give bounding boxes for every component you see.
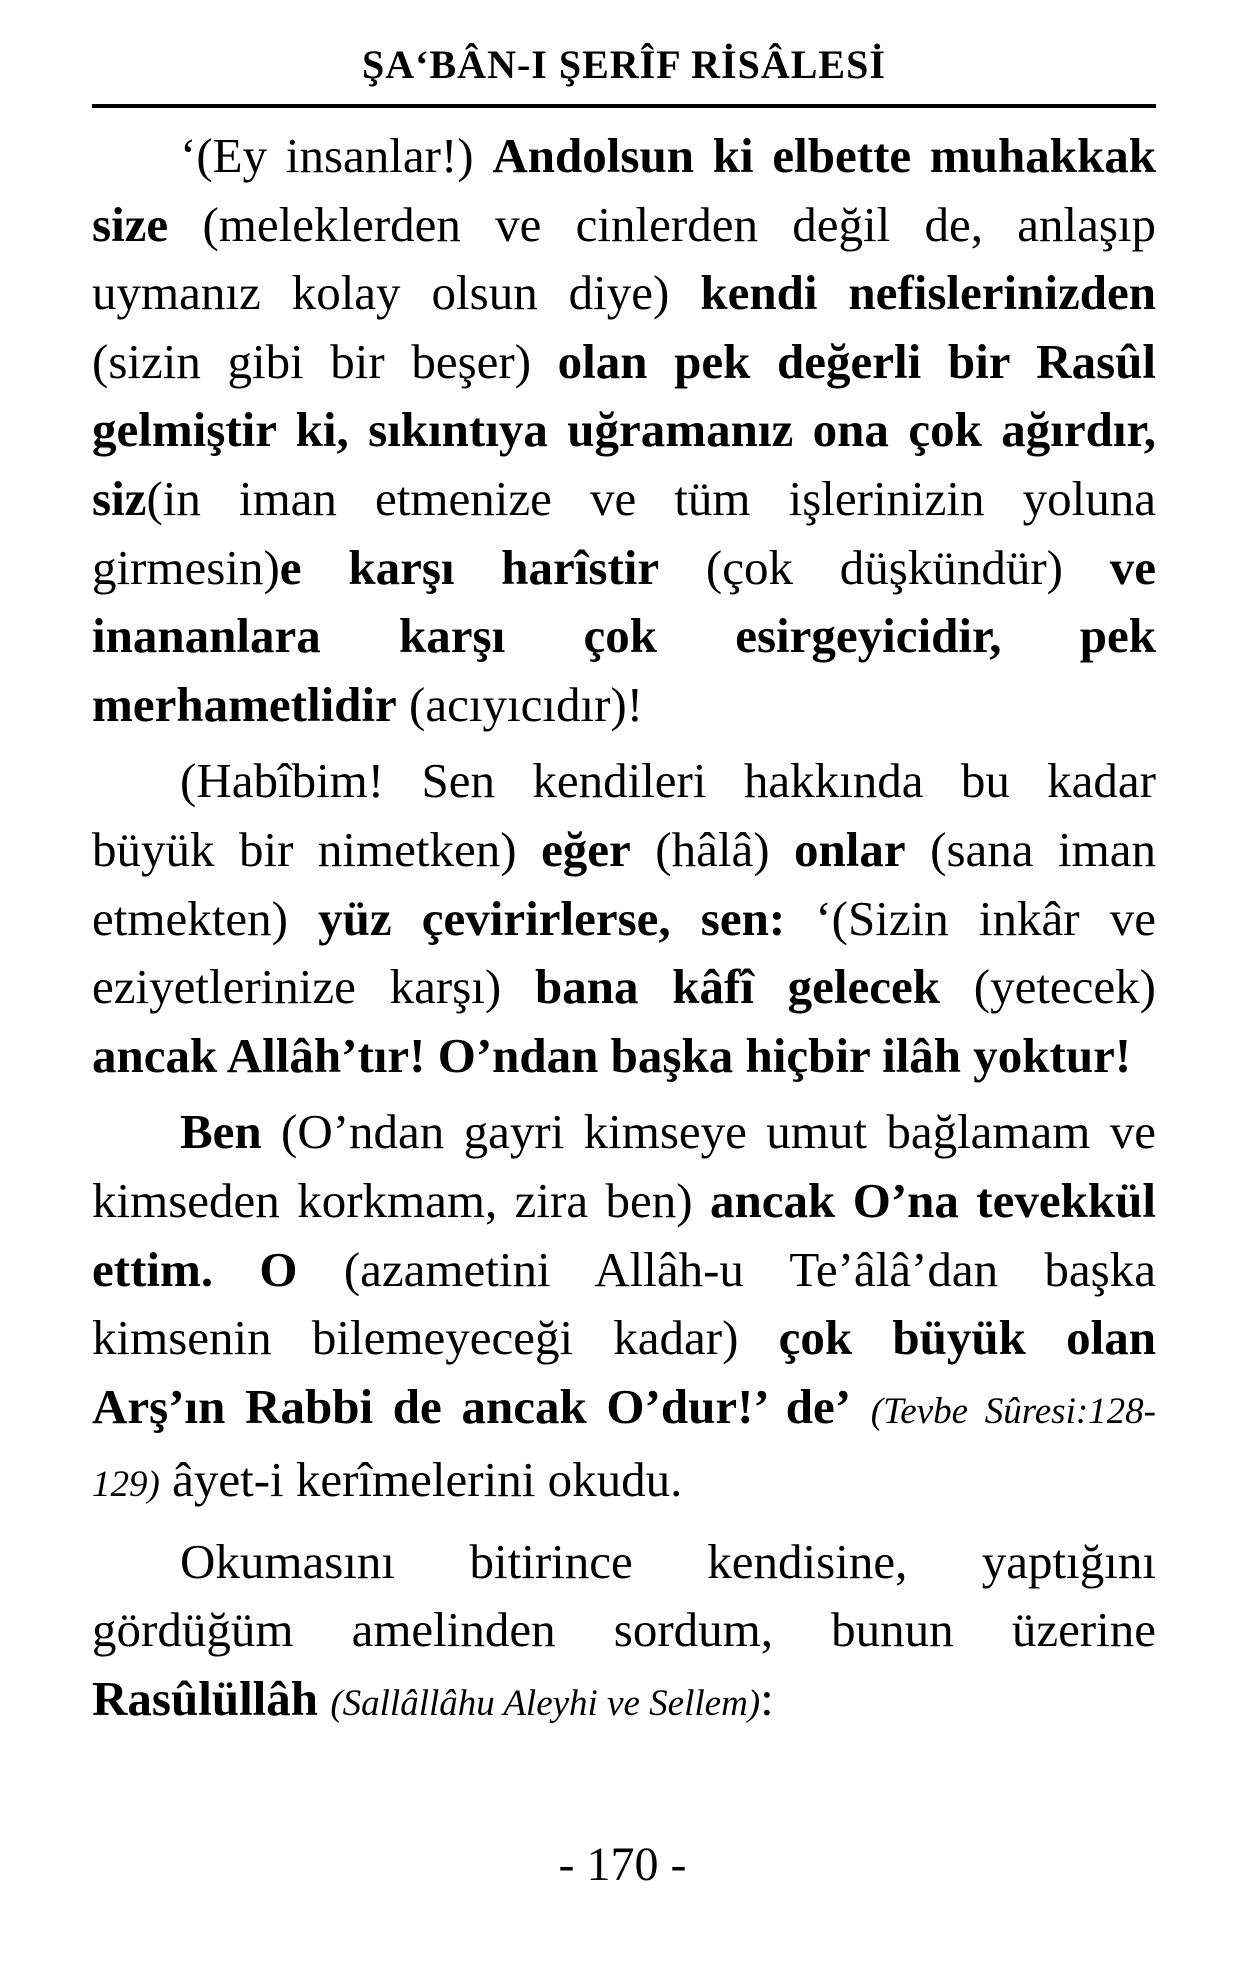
text-run: (sizin gibi bir beşer) <box>92 333 558 389</box>
citation: (Tevbe Sûresi:128-129) <box>92 1390 1156 1506</box>
bold-run: çok büyük olan Arş’ın Rabbi de ancak O’dur!’ de’ <box>92 1310 1156 1434</box>
page-body <box>92 122 1156 1747</box>
bold-run: ancak Allâh’tır! O’ndan başka hiçbir ilâh yoktur! <box>92 1027 1132 1083</box>
text-run: (O’ndan gayri kimseye umut bağlamam ve kimseden korkmam, zira ben) <box>92 1104 1156 1228</box>
text-run: (çok düşkündür) <box>659 539 1110 595</box>
text-run: ‘(Ey insanlar!) <box>180 128 493 183</box>
bold-run: ve inananlara karşı çok esirgeyicidir, pek merhametlidir <box>92 539 1156 732</box>
text-run: âyet-i kerîmelerini okudu. <box>159 1452 683 1508</box>
text-run: (acıyıcıdır)! <box>396 676 644 732</box>
paragraph-4 <box>92 1528 1156 1739</box>
bold-run: kendi nefislerinizden <box>700 265 1156 321</box>
text-run <box>851 1379 871 1434</box>
text-run: (meleklerden ve cinlerden değil de, anlaşıp uymanız kolay olsun diye) <box>92 196 1156 321</box>
bold-run: onlar <box>794 821 906 877</box>
text-run: (azametini Allâh-u Te’âlâ’dan başka kimsenin bilemeyeceği kadar) <box>92 1241 1156 1366</box>
text-run: (yetecek) <box>940 959 1156 1015</box>
text-run: ‘(Sizin inkâr ve eziyetlerinize karşı) <box>92 890 1156 1015</box>
text-run: (in iman etmenize ve tüm işlerinizin yoluna girmesin) <box>92 470 1156 595</box>
bold-run: ancak O’na tevekkül ettim. O <box>92 1172 1156 1297</box>
page-number: - 170 - <box>558 1838 687 1891</box>
bold-run: Andolsun ki elbette muhakkak size <box>92 128 1157 252</box>
bold-run: olan pek değerli bir Rasûl gelmiştir ki, sıkıntıya uğramanız ona çok ağırdır, siz <box>92 333 1156 526</box>
paragraph-2 <box>92 747 1156 1090</box>
bold-run: Rasûlüllâh <box>92 1671 319 1727</box>
paragraph-3 <box>92 1098 1156 1520</box>
text-run: (Habîbim! Sen kendileri hakkında bu kadar büyük bir nimetken) <box>92 753 1156 877</box>
paragraph-1 <box>92 122 1156 739</box>
bold-run: Ben <box>180 1104 262 1160</box>
text-run <box>318 1671 330 1726</box>
bold-run: eğer <box>541 821 631 877</box>
bold-run: yüz çevirirlerse, sen: <box>318 890 786 946</box>
bold-run: bana kâfî gelecek <box>534 959 940 1015</box>
text-run: Okumasını bitirince kendisine, yaptığını gördüğüm amelinden sordum, bunun üzerine <box>92 1533 1156 1658</box>
text-run: : <box>760 1671 774 1727</box>
bold-run: e karşı harîstir <box>279 539 660 595</box>
text-run: (sana iman etmekten) <box>92 821 1157 946</box>
citation: (Sallâllâhu Aleyhi ve Sellem) <box>330 1683 761 1725</box>
text-run: (hâlâ) <box>630 821 795 877</box>
header-rule <box>92 104 1156 108</box>
running-header: ŞA‘BÂN-I ŞERÎF RİSÂLESİ <box>362 42 886 87</box>
